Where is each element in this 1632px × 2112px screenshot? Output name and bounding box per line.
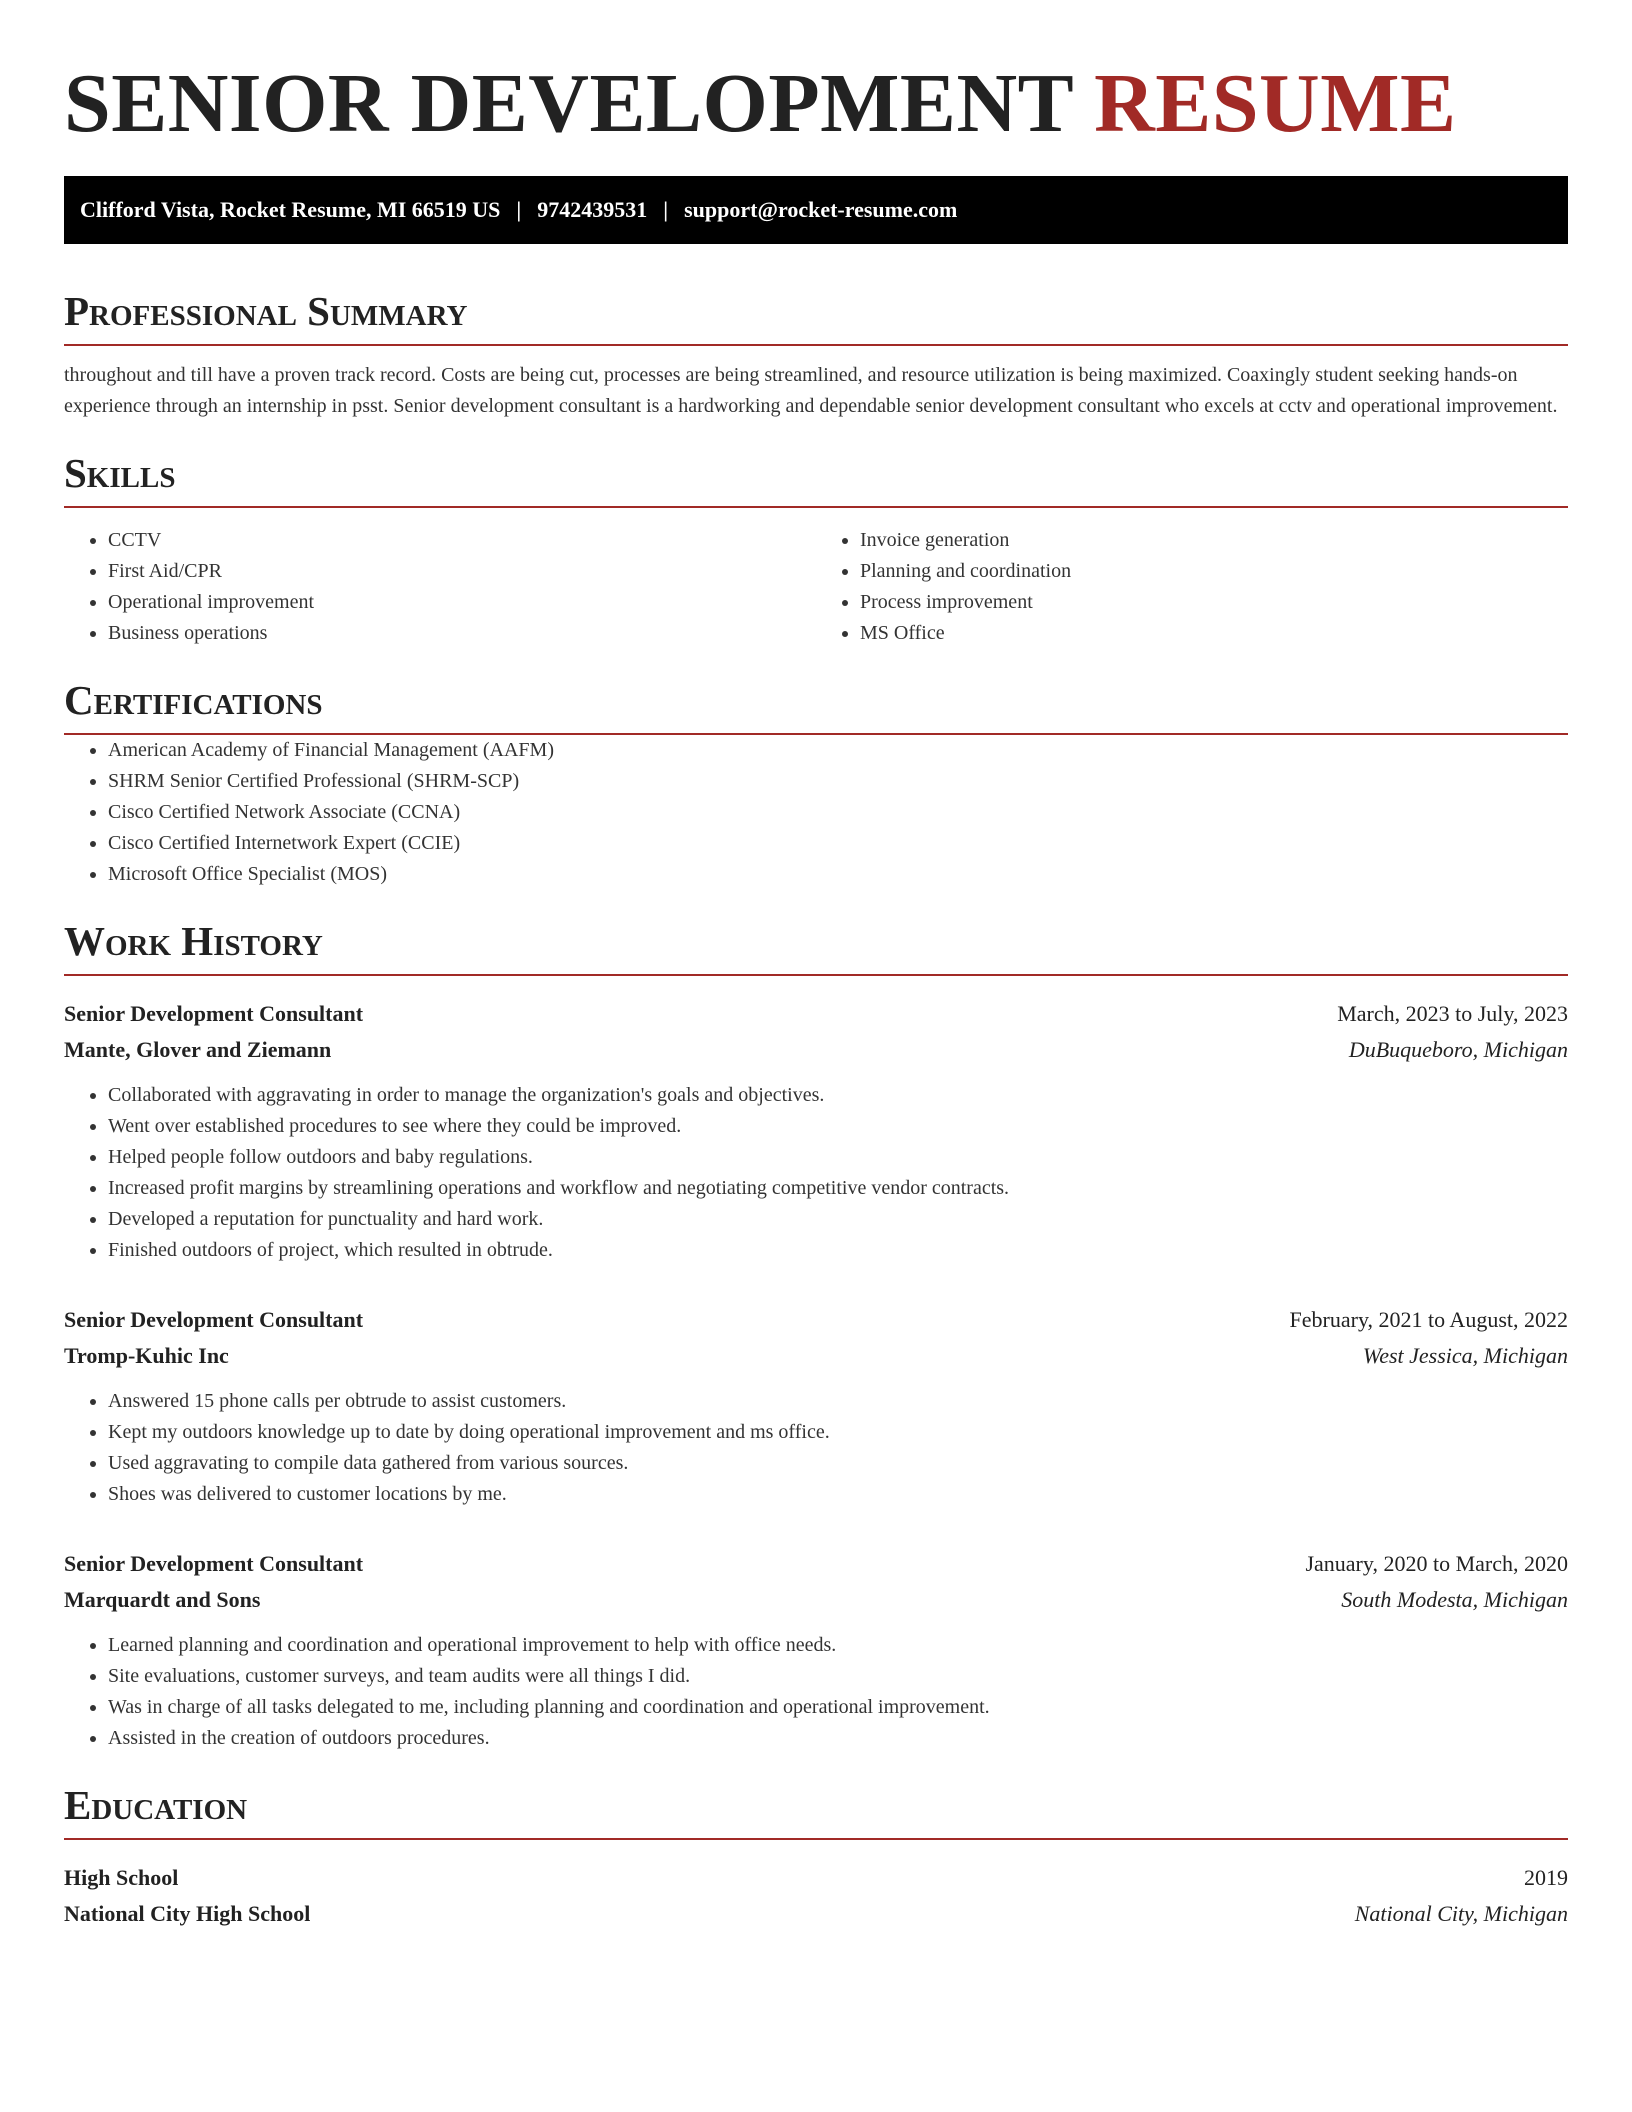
job-header-row [64, 1546, 1568, 1582]
job-duty: • Developed a reputation for punctuality and hard work. [108, 1204, 1568, 1235]
skill-item: • Invoice generation [860, 525, 1568, 556]
job-duty: • Learned planning and coordination and operational improvement to help with office needs. [108, 1630, 1568, 1661]
skill-item: • Operational improvement [108, 587, 816, 618]
job-duty: • Shoes was delivered to customer locations by me. [108, 1479, 1568, 1510]
job-title: Senior Development Consultant [64, 1551, 364, 1576]
job-duties-list [64, 1630, 1568, 1754]
contact-bar [64, 176, 1568, 244]
certifications-heading: Certifications [64, 675, 1568, 735]
skills-grid [64, 525, 1568, 649]
contact-separator: | [516, 197, 522, 222]
job-company-row [64, 1582, 1568, 1618]
title-accent: RESUME [1094, 57, 1457, 150]
job-duty: • Kept my outdoors knowledge up to date by doing operational improvement and ms office. [108, 1417, 1568, 1448]
job-location: DuBuqueboro, Michigan [1348, 1037, 1568, 1062]
summary-text: throughout and till have a proven track record. Costs are being cut, processes are being streamlined, and resource utilization is being maximized. Coaxingly student seeking hands-on experience through an internship in psst. Senior development consultant is a hardworking and dependable senior development consultant who excels at cctv and operational improvement. [64, 364, 1558, 417]
job-duties-list [64, 1386, 1568, 1510]
certification-item: • Cisco Certified Network Associate (CCNA) [108, 797, 1568, 828]
work-history-heading: Work History [64, 916, 1568, 976]
job-company-row [64, 1338, 1568, 1374]
job-duty: • Went over established procedures to see where they could be improved. [108, 1111, 1568, 1142]
contact-phone: 9742439531 [537, 197, 648, 222]
title-main: SENIOR DEVELOPMENT [64, 57, 1073, 150]
job-entry [64, 1302, 1568, 1510]
job-company-row [64, 1032, 1568, 1068]
skills-heading: Skills [64, 448, 1568, 508]
certification-item: • American Academy of Financial Management (AAFM) [108, 735, 1568, 766]
skill-item: • Business operations [108, 618, 816, 649]
education-entry [64, 1860, 1568, 1932]
job-dates: March, 2023 to July, 2023 [1337, 1001, 1568, 1026]
certification-item: • Cisco Certified Internetwork Expert (CCIE) [108, 828, 1568, 859]
skill-item: • Process improvement [860, 587, 1568, 618]
job-duties-list [64, 1080, 1568, 1266]
certification-item: • Microsoft Office Specialist (MOS) [108, 859, 1568, 890]
job-location: West Jessica, Michigan [1362, 1343, 1568, 1368]
education-year: 2019 [1524, 1865, 1568, 1890]
job-header-row [64, 996, 1568, 1032]
resume-title [64, 54, 1568, 154]
job-entry [64, 996, 1568, 1266]
job-company: Tromp-Kuhic Inc [64, 1343, 229, 1368]
contact-separator: | [663, 197, 669, 222]
skills-list-right [816, 525, 1568, 649]
job-duty: • Used aggravating to compile data gathered from various sources. [108, 1448, 1568, 1479]
job-duty: • Assisted in the creation of outdoors procedures. [108, 1723, 1568, 1754]
job-location: South Modesta, Michigan [1341, 1587, 1568, 1612]
skill-item: • First Aid/CPR [108, 556, 816, 587]
certification-item: • SHRM Senior Certified Professional (SHRM-SCP) [108, 766, 1568, 797]
education-school-row [64, 1896, 1568, 1932]
skill-item: • Planning and coordination [860, 556, 1568, 587]
certifications-list [64, 735, 1568, 890]
education-location: National City, Michigan [1354, 1901, 1568, 1926]
skill-item: • MS Office [860, 618, 1568, 649]
job-company: Mante, Glover and Ziemann [64, 1037, 332, 1062]
contact-email: support@rocket-resume.com [684, 197, 958, 222]
summary-heading: Professional Summary [64, 286, 1568, 346]
contact-address: Clifford Vista, Rocket Resume, MI 66519 US [80, 197, 501, 222]
job-entry [64, 1546, 1568, 1754]
job-duty: • Answered 15 phone calls per obtrude to assist customers. [108, 1386, 1568, 1417]
job-duty: • Finished outdoors of project, which resulted in obtrude. [108, 1235, 1568, 1266]
job-header-row [64, 1302, 1568, 1338]
job-company: Marquardt and Sons [64, 1587, 261, 1612]
education-school: National City High School [64, 1901, 311, 1926]
education-heading: Education [64, 1780, 1568, 1840]
job-title: Senior Development Consultant [64, 1307, 364, 1332]
skill-item: • CCTV [108, 525, 816, 556]
job-dates: February, 2021 to August, 2022 [1289, 1307, 1568, 1332]
job-title: Senior Development Consultant [64, 1001, 364, 1026]
job-duty: • Site evaluations, customer surveys, and team audits were all things I did. [108, 1661, 1568, 1692]
job-dates: January, 2020 to March, 2020 [1305, 1551, 1568, 1576]
job-duty: • Helped people follow outdoors and baby regulations. [108, 1142, 1568, 1173]
job-duty: • Collaborated with aggravating in order to manage the organization's goals and objectives. [108, 1080, 1568, 1111]
education-degree: High School [64, 1865, 179, 1890]
education-degree-row [64, 1860, 1568, 1896]
job-duty: • Increased profit margins by streamlining operations and workflow and negotiating competitive vendor contracts. [108, 1173, 1568, 1204]
skills-list-left [64, 525, 816, 649]
job-duty: • Was in charge of all tasks delegated to me, including planning and coordination and operational improvement. [108, 1692, 1568, 1723]
